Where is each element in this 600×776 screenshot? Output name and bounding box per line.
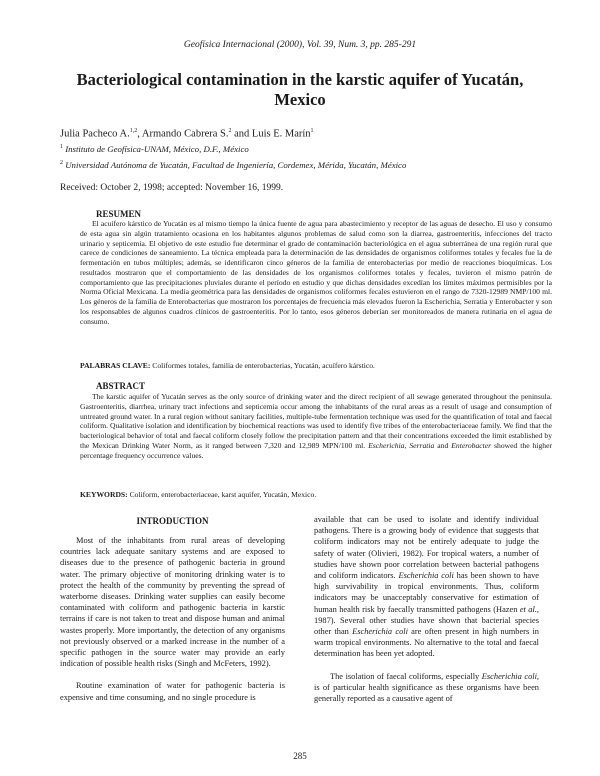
page-number: 285: [293, 751, 307, 761]
paragraph: [314, 514, 539, 660]
author-name: Luis E. Marín: [251, 128, 311, 140]
et-al: et al.: [519, 604, 537, 614]
affiliation: [60, 144, 249, 154]
left-column: [60, 535, 285, 703]
abstract-heading: ABSTRACT: [96, 381, 146, 391]
text-run: , 1987). Several other studies have shown that bacterial species other than: [314, 604, 539, 637]
text-run: , is of particular health significance as these organisms have been generally reported as a causative agent of: [314, 671, 539, 704]
section-heading-introduction: INTRODUCTION: [136, 516, 209, 526]
abstract-genus: Escherichia, Serratia: [368, 440, 435, 450]
abstract-text: and: [434, 440, 452, 450]
species-name: Escherichia coli: [398, 571, 454, 581]
abstract-genus: Enterobacter: [451, 440, 492, 450]
species-name: Escherichia coli: [481, 671, 537, 681]
paragraph: Most of the inhabitants from rural areas of developing countries lack adequate sanitary systems and are exposed to diseases due to the presence of pathogenic bacteria in ground water. The primary objective of monitoring drinking water is to protect the health of the community by preventing the spread of waterborne diseases. Drinking water supplies can easily become contaminated with coliform and pathogenic bacteria in karstic terrains if care is not taken to treat and dispose human and animal wastes properly. More importantly, the detection of any organisms not previously observed or a marked increase in the number of a specific pathogen in the source water may provide an early indication of possible health risks (Singh and McFeters, 1992).: [60, 536, 285, 669]
palabras-clave-text: Coliformes totales, familia de enterobacterias, Yucatán, acuífero kárstico.: [150, 361, 375, 370]
resumen-body: El acuífero kárstico de Yucatán es al mismo tiempo la única fuente de agua para abastecimiento y receptor de las aguas de desecho. El uso y consumo de esta agua sin algún tratamiento ocasiona en los habitantes algunos problemas de salud como son la diarrea, gastroenteritis, infecciones del tracto urinario y septicemia. El objetivo de este estudio fue determinar el grado de contaminación bacteriológica en el agua subterránea de una región rural que carece de condiciones de saneamiento. La técnica empleada para la determinación de las densidades de organismos coliformes totales y fecales fue la de fermentación en tubos múltiples; además, se identificaron cinco géneros de la familia de enterobacterias por medio de reacciones bioquímicas. Los resultados mostraron que el comportamiento de las densidades de los organismos coliformes totales y fecales, tuvieron el mismo patrón de comportamiento que las precipitaciones pluviales durante el período en estudio y que dichas densidades excedían los límites máximos permisibles por la Norma Oficial Mexicana. La media geométrica para las densidades de organismos coliformes fecales estuvieron en el rango de 7320-12989 NMP/100 ml. Los géneros de la familia de Enterobacterias que mostraron los porcentajes de frecuencia más elevados fueron la Escherichia, Serratia y Enterobacter y son los responsables de algunos cuadros clínicos de gastroenteritis. Por lo tanto, esos géneros deberían ser monitoreados de manera rutinaria en el agua de consumo.: [80, 219, 552, 326]
right-column: [314, 514, 539, 704]
abstract-text: showed the higher percentage frequency occurrence values.: [80, 440, 552, 460]
abstract-text: The karstic aquifer of Yucatán serves as the only source of drinking water and the direct recipient of all sewage generated throughout the peninsula. Gastroenteritis, diarrhea, urinary tract infections and septicemia occur among the inhabitants of the rural areas as a result of usage and consumption of untreated ground water. In a rural region without sanitary facilities, multiple-tube fermentation technique was used for the quantification of total and faecal coliform. Qualitative isolation and identification by biochemical reactions was used to identify five tribes of the enterobacteriaceae family. We find that the bacteriological behavior of total and faecal coliform closely follow the precipitation pattern and that their concentrations exceeded the limit established by the Mexican Drinking Water Norm, as it ranged between 7,320 and 12,989 MPN/100 ml.: [80, 392, 552, 450]
abstract-body: [80, 392, 552, 460]
journal-citation: Geofísica Internacional (2000), Vol. 39, Num. 3, pp. 285-291: [183, 40, 417, 50]
affiliation: [60, 160, 406, 170]
affiliation-text: Universidad Autónoma de Yucatán, Facultad de Ingeniería, Cordemex, Mérida, Yucatán, México: [65, 160, 407, 170]
palabras-clave: [80, 361, 552, 370]
species-name: Escherichia coli: [352, 627, 408, 637]
author-affiliation-mark: 2: [228, 128, 232, 134]
text-run: has been shown to have high survivability in tropical environments. Thus, coliform indicators may be unacceptably conservative for estimation of human health risk by faecally transmitted pathogens (Hazen: [314, 571, 539, 614]
paragraph: Routine examination of water for pathogenic bacteria is expensive and time consuming, and no single procedure is: [60, 681, 285, 702]
author-affiliation-mark: 1,2: [129, 128, 138, 134]
text-run: The isolation of faecal coliforms, especially: [330, 671, 482, 681]
author-name: Armando Cabrera S.: [141, 128, 229, 140]
author-affiliation-mark: 1: [310, 128, 314, 134]
palabras-clave-label: PALABRAS CLAVE:: [80, 361, 151, 370]
affiliation-text: Instituto de Geofísica-UNAM, México, D.F., México: [65, 144, 249, 154]
text-run: available that can be used to isolate and identify individual pathogens. There is a growing body of evidence that suggests that coliform indicators may not be entirely adequate to judge the safety of water (Olivieri, 1982). For tropical waters, a number of studies have shown poor correlation between bacterial pathogens and coliform indicators.: [314, 515, 539, 581]
keywords: [80, 490, 552, 499]
keywords-text: Coliform, enterobacteriaceae, karst aquifer, Yucatán, Mexico.: [127, 490, 317, 499]
affiliation-mark: 1: [60, 144, 63, 151]
paragraph: [314, 671, 539, 705]
paper-title: Bacteriological contamination in the karstic aquifer of Yucatán, Mexico: [76, 70, 524, 109]
keywords-label: KEYWORDS:: [80, 490, 128, 499]
text-run: are often present in high numbers in warm tropical environments. No alternative to the total and faecal determination has been yet adopted.: [314, 627, 539, 659]
received-date: Received: October 2, 1998; accepted: November 16, 1999.: [60, 183, 284, 193]
author-name: Julia Pacheco A.: [60, 128, 130, 140]
author-conjunction: and: [234, 128, 250, 140]
author-list: Julia Pacheco A.$^{1,2}$, Armando Cabrera S.$^2$ and Luis E. Marín$^1$: [60, 128, 314, 140]
affiliation-mark: 2: [60, 160, 63, 167]
resumen-heading: RESUMEN: [96, 209, 142, 219]
